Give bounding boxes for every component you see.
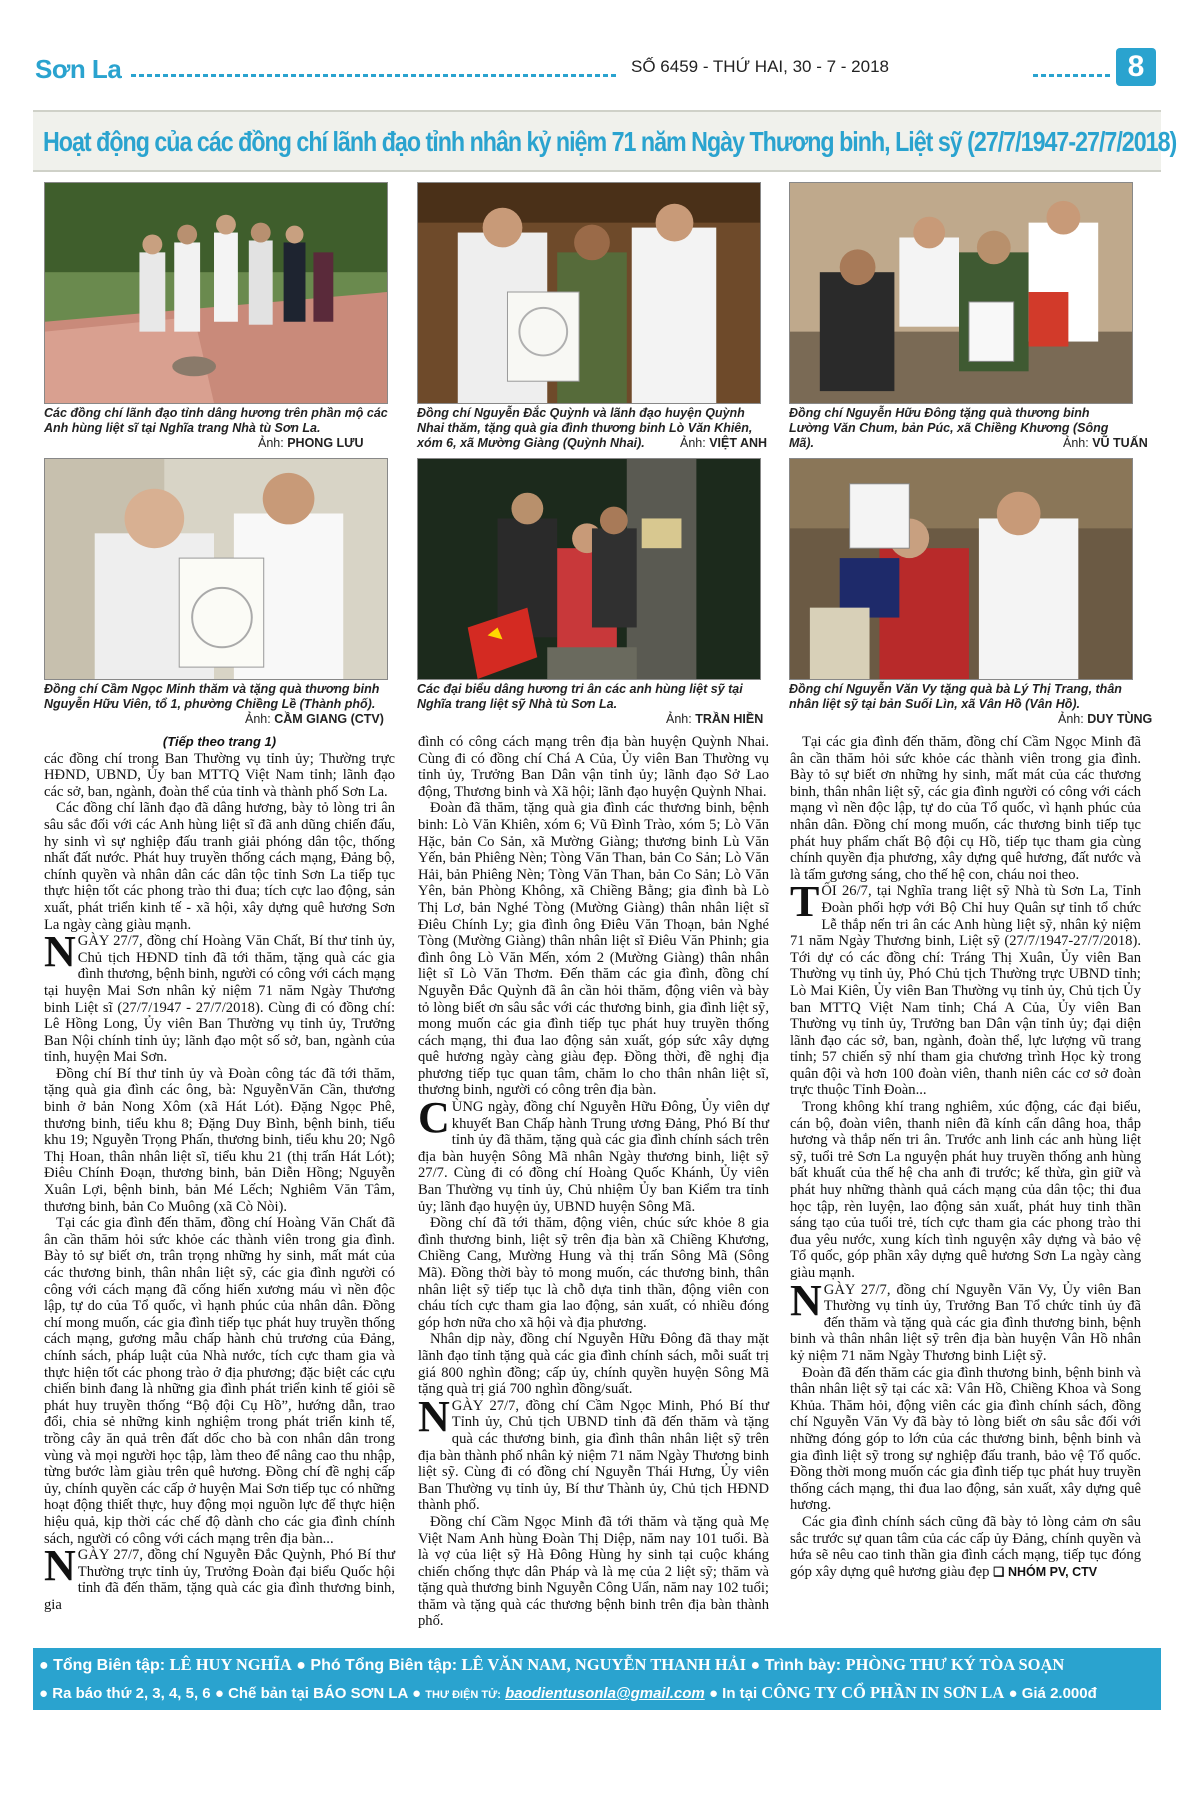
paragraph: Tại các gia đình đến thăm, đồng chí Hoàng Văn Chất đã ân cần thăm hỏi sức khỏe các thành viên trong gia đình. Bày tỏ sự biết ơn, trân trọng những hy sinh, mất mát của các thương binh, thân nhân liệt sỹ, các gia đình người có công với cách mạng đã cống hiến xương máu vì nền độc lập, tự do của Tổ quốc, vì hạnh phúc của nhân dân. Đồng chí mong muốn, các gia đình tiếp tục phát huy truyền thống cách mạng, gương mẫu chấp hành chủ trương của Đảng, chính sách, pháp luật của Nhà nước, tích cực tham gia và thực hiện tốt các phong trào ở địa phương; đặc biệt các cựu chiến binh đang là những gia đình phát triển kinh tế giỏi sẽ phát huy truyền thống “Bộ đội Cụ Hồ”, hướng dẫn, trao đổi, chia sẻ những kinh nghiệm trong phát triển kinh tế, trồng cây ăn quả trên đất dốc cho bà con nhân dân trong vùng và mọi người học tập, làm theo để nâng cao thu nhập, từng bước làm giàu trên quê hương. Đồng chí đề nghị cấp ủy, chính quyền các cấp ở huyện Mai Sơn tiếp tục có những hoạt động thiết thực, huy động mọi nguồn lực để thực hiện hiệu quả, kịp thời các chế độ dành cho các gia đình chính sách, người có công với cách mạng trên địa bàn... — [44, 1215, 395, 1547]
drop-cap: T — [790, 877, 820, 927]
photo-credit: Ảnh: DUY TÙNG — [1058, 712, 1153, 726]
paragraph: NGÀY 27/7, đồng chí Cầm Ngọc Minh, Phó Bí thư Tỉnh ủy, Chủ tịch UBND tỉnh đã đến thăm và tặng quà các thương binh, gia đình thân nhân liệt sỹ trên địa bàn thành phố nhân kỷ niệm 71 năm Ngày Thương binh liệt sỹ. Cùng đi có đồng chí Nguyễn Thái Hưng, Ủy viên Ban Thường vụ tỉnh ủy, Bí thư Thành ủy, Chủ tịch HĐND thành phố. — [418, 1391, 769, 1514]
masthead-footer — [33, 1648, 1161, 1710]
photo-gift-quynh-nhai — [417, 182, 761, 404]
page-header — [33, 48, 1168, 88]
paragraph: Đồng chí Cầm Ngọc Minh đã tới thăm và tặng quà Mẹ Việt Nam Anh hùng Đoàn Thị Diệp, năm nay 101 tuổi. Bà là vợ của liệt sỹ Hà Đông Hùng hy sinh tại cuộc kháng chiến chống thực dân Pháp và là mẹ của 2 liệt sỹ; thăm và tặng quà thương binh Nguyễn Công Uẩn, năm nay 102 tuổi; thăm và tặng quà các thương bệnh binh trên địa bàn thành phố. — [418, 1513, 769, 1630]
paragraph: Đoàn đã thăm, tặng quà gia đình các thương binh, bệnh binh: Lò Văn Khiên, xóm 6; Vũ Đình Trào, xóm 5; Lò Văn Hặc, bản Co Sản, xã Mường Giàng; thương binh Lù Văn Yến, bản Phiêng Nèn; Tòng Văn Than, bản Co Sản; Lò Văn Hải, bản Phiêng Nèn; Tòng Văn Than, bản Co Sản; Lò Văn Yên, bản Phòng Không, xã Chiềng Bằng; gia đình bà Lò Thị Lơ, bản Nghé Tòng (Mường Giàng) thân nhân liệt sĩ Điêu Chính Ly; gia đình ông Điêu Văn Thoạn, bản Nghé Tòng (Mường Giàng) thân nhân liệt sĩ Điêu Văn Phinh; gia đình ông Lò Văn Mến, xóm 2 (Mường Giàng) thân nhân liệt sĩ Lò Văn Thơm. Đến thăm các gia đình, đồng chí Nguyễn Đắc Quỳnh đã ân cần hỏi thăm, động viên và bày tỏ lòng biết ơn sâu sắc với các thương binh, gia đình liệt sỹ, mong muốn các gia đình tiếp tục phát huy truyền thống cách mạng, thi đua lao động sản xuất, góp sức xây dựng quê hương ngày càng giàu đẹp. Đồng thời, đề nghị địa phương tiếp tục quan tâm, chăm lo cho thân nhân liệt sĩ, thương binh, người có công trên địa bàn. — [418, 800, 769, 1099]
email-link[interactable]: baodientusonla@gmail.com — [505, 1685, 705, 1702]
paragraph: Các gia đình chính sách cũng đã bày tỏ lòng cảm ơn sâu sắc trước sự quan tâm của các cấp ủy Đảng, chính quyền và hứa sẽ nêu cao tinh thần gia đình cách mạng, tiếp tục đóng góp xây dựng quê hương giàu đẹp ❑ NHÓM PV, CTV — [790, 1513, 1141, 1580]
paragraph: đình có công cách mạng trên địa bàn huyện Quỳnh Nhai. Cùng đi có đồng chí Chá A Của, Ủy viên Ban Thường vụ tỉnh ủy, Trưởng Ban Dân vận tỉnh ủy; lãnh đạo Sở Lao động, Thương binh và Xã hội; lãnh đạo huyện Quỳnh Nhai. — [418, 734, 769, 800]
photo-credit: Ảnh: PHONG LƯU — [258, 436, 364, 450]
article-column-2 — [418, 734, 769, 1630]
page-number: 8 — [1116, 48, 1156, 86]
photo-credit: Ảnh: CẦM GIANG (CTV) — [245, 712, 384, 726]
paragraph: Nhân dịp này, đồng chí Nguyễn Hữu Đông đã thay mặt lãnh đạo tỉnh tặng quà các gia đình chính sách, mỗi suất trị giá 800 nghìn đồng; cấp ủy, chính quyền huyện Sông Mã tặng quà trị giá 700 nghìn đồng/suất. — [418, 1331, 769, 1398]
photo-night-incense — [417, 458, 761, 680]
paragraph: các đồng chí trong Ban Thường vụ tỉnh ủy; Thường trực HĐND, UBND, Ủy ban MTTQ Việt Nam tỉnh; lãnh đạo các sở, ban, ngành, đoàn thể của tỉnh và thành phố Sơn La. — [44, 750, 395, 800]
headline: Hoạt động của các đồng chí lãnh đạo tỉnh nhân kỷ niệm 71 năm Ngày Thương binh, Liệt sỹ (27/7/1947-27/7/2018) — [43, 126, 1177, 157]
section-name: Sơn La — [35, 54, 122, 84]
photo-caption: Các đồng chí lãnh đạo tỉnh dâng hương trên phần mộ các Anh hùng liệt sĩ tại Nghĩa trang Nhà tù Sơn La. — [44, 406, 388, 435]
photo-incense-cemetery — [44, 182, 388, 404]
header-dotted-rule-right — [1033, 74, 1111, 77]
footer-row-publishing: ● Ra báo thứ 2, 3, 4, 5, 6 ● Chế bản tại BÁO SƠN LA ● THƯ ĐIỆN TỬ: baodientusonla@gmail.com ● In tại CÔNG TY CỔ PHẦN IN SƠN LA ● Giá 2.000đ — [39, 1683, 1097, 1702]
drop-cap: C — [418, 1093, 450, 1143]
drop-cap: N — [790, 1275, 822, 1325]
paragraph: CÙNG ngày, đồng chí Nguyễn Hữu Đông, Ủy viên dự khuyết Ban Chấp hành Trung ương Đảng, Phó Bí thư tỉnh ủy đã thăm, tặng quà các gia đình chính sách trên địa bàn huyện Sông Mã nhân Ngày thương binh, liệt sỹ 27/7. Cùng đi có đồng chí Hoàng Quốc Khánh, Ủy viên Ban Thường vụ tỉnh ủy, Chủ nhiệm Ủy ban Kiểm tra tỉnh ủy; lãnh đạo huyện ủy, UBND huyện Sông Mã. — [418, 1093, 769, 1215]
photo-credit: Ảnh: TRẦN HIỀN — [666, 712, 764, 726]
photo-caption: Đồng chí Nguyễn Văn Vy tặng quà bà Lý Thị Trang, thân nhân liệt sỹ tại bản Suối Lìn, xã Vân Hồ (Vân Hồ). — [789, 682, 1122, 711]
paragraph: Các đồng chí lãnh đạo đã dâng hương, bày tỏ lòng tri ân sâu sắc đối với các Anh hùng liệt sĩ đã anh dũng chiến đấu, hy sinh vì sự nghiệp đấu tranh giải phóng dân tộc, thống nhất đất nước. Phát huy truyền thống cách mạng, Đảng bộ, chính quyền và nhân dân các dân tộc tỉnh Sơn La tiếp tục thực hiện tốt các phong trào thi đua; tích cực lao động, sản xuất, phát triển kinh tế - xã hội, xây dựng quê hương Sơn La ngày càng giàu mạnh. — [44, 800, 395, 933]
paragraph: Đoàn đã đến thăm các gia đình thương binh, bệnh binh và thân nhân liệt sỹ tại các xã: Vân Hồ, Chiềng Khoa và Song Khủa. Thăm hỏi, động viên các gia đình chính sách, đồng chí Nguyễn Văn Vy đã bày tỏ lòng biết ơn sâu sắc đối với những đóng góp to lớn của các thương binh, bệnh binh và gia đình liệt sỹ trong sự nghiệp đấu tranh, bảo vệ Tổ quốc. Đồng thời mong muốn các gia đình tiếp tục phát huy truyền thống cách mạng, thi đua lao động, sản xuất, xây dựng quê hương. — [790, 1364, 1141, 1514]
photo-gift-chieng-le — [44, 458, 388, 680]
paragraph: Trong không khí trang nghiêm, xúc động, các đại biểu, cán bộ, đoàn viên, thanh niên đã kính cẩn dâng hoa, thắp hương và thắp nến tri ân. Trước anh linh các anh hùng liệt sỹ, tuổi trẻ Sơn La nguyện phát huy truyền thống anh hùng bất khuất của thế hệ cha anh đi trước; kế thừa, gìn giữ và phát huy những thành quả cách mạng của dân tộc; thi đua học tập, rèn luyện, lao động sản xuất, phát huy tinh thần sáng tạo của tuổi trẻ, tích cực tham gia các phong trào thi đua yêu nước, xung kích tình nguyện xây dựng và bảo vệ Tổ quốc, góp phần xây dựng quê hương Sơn La ngày càng giàu mạnh. — [790, 1099, 1141, 1281]
photo-credit: Ảnh: VŨ TUẤN — [1063, 436, 1148, 450]
photo-gift-song-ma — [789, 182, 1133, 404]
photo-caption: Đồng chí Nguyễn Hữu Đông tặng quà thương binh Lường Văn Chum, bản Púc, xã Chiềng Khương (Sông Mã). — [789, 406, 1109, 450]
end-mark: ❑ — [993, 1564, 1005, 1579]
issue-info: SỐ 6459 - THỨ HAI, 30 - 7 - 2018 — [631, 57, 889, 76]
photo-caption: Đồng chí Cầm Ngọc Minh thăm và tặng quà thương binh Nguyễn Hữu Viên, tổ 1, phường Chiềng Lề (Thành phố). — [44, 682, 380, 711]
continued-note: (Tiếp theo trang 1) — [162, 734, 277, 749]
photo-caption: Các đại biểu dâng hương tri ân các anh hùng liệt sỹ tại Nghĩa trang liệt sỹ Nhà tù Sơn La. — [417, 682, 743, 711]
headline-banner — [33, 110, 1177, 172]
drop-cap: N — [44, 927, 76, 977]
paragraph: Đồng chí đã tới thăm, động viên, chúc sức khỏe 8 gia đình thương binh, liệt sỹ trên địa bàn xã Chiềng Khương, Chiềng Cang, Mường Hung và thị trấn Sông Mã (Sông Mã). Đồng thời bày tỏ mong muốn, các thương binh, thân nhân liệt sỹ tiếp tục là chỗ dựa tinh thần, động viên con cháu tích cực tham gia lao động, sản xuất, có nhiều đóng góp hơn nữa cho xã hội và địa phương. — [418, 1215, 769, 1331]
header-dotted-rule — [131, 74, 616, 77]
paragraph: NGÀY 27/7, đồng chí Hoàng Văn Chất, Bí thư tỉnh ủy, Chủ tịch HĐND tỉnh đã tới thăm, tặng quà các gia đình thương, bệnh binh, người có công với cách mạng tại huyện Mai Sơn nhân kỷ niệm 71 năm Ngày Thương binh Liệt sĩ (27/7/1947 - 27/7/2018). Cùng đi có đồng chí: Lê Hồng Long, Ủy viên Ban Thường vụ tỉnh ủy, Trưởng Ban Nội chính tỉnh ủy; lãnh đạo một số sở, ban, ngành của tỉnh, huyện Mai Sơn. — [44, 927, 395, 1066]
photo-caption: Đồng chí Nguyễn Đắc Quỳnh và lãnh đạo huyện Quỳnh Nhai thăm, tặng quà gia đình thương binh Lò Văn Khiên, xóm 6, xã Mường Giàng (Quỳnh Nhai). — [417, 406, 753, 450]
photo-credit: Ảnh: VIỆT ANH — [680, 436, 768, 450]
paragraph: TỐI 26/7, tại Nghĩa trang liệt sỹ Nhà tù Sơn La, Tỉnh Đoàn phối hợp với Bộ Chỉ huy Quân sự tỉnh tổ chức Lễ thắp nến tri ân các Anh hùng liệt sỹ, nhân kỷ niệm 71 năm Ngày Thương binh, Liệt sỹ (27/7/1947-27/7/2018). Tới dự có các đồng chí: Tráng Thị Xuân, Ủy viên Ban Thường vụ tỉnh ủy, Phó Chủ tịch Thường trực UBND tỉnh; Lò Mai Kiên, Ủy viên Ban Thường vụ tỉnh ủy, Chủ tịch Ủy ban MTTQ Việt Nam tỉnh; Chá A Của, Ủy viên Ban Thường vụ tỉnh ủy, Trưởng ban Dân vận tỉnh ủy; đại diện lãnh đạo các sở, ban, ngành, đoàn thể, lực lượng vũ trang tỉnh; 57 chiến sỹ nhí tham gia chương trình Học kỳ trong quân đội và hơn 100 đoàn viên, thanh niên các cơ sở đoàn trực thuộc Tỉnh Đoàn... — [790, 877, 1141, 1099]
byline: NHÓM PV, CTV — [1007, 1564, 1098, 1579]
article-column-1 — [44, 734, 395, 1613]
paragraph: Đồng chí Bí thư tỉnh ủy và Đoàn công tác đã tới thăm, tặng quà gia đình các ông, bà: NguyễnVăn Cần, thương binh ở bản Nong Xôm (xã Hát Lót). Đặng Ngọc Phê, thương binh, tiểu khu 8; Đặng Duy Bình, bệnh binh, tiểu khu 19; Nguyễn Trọng Phấn, thương binh, tiểu khu 20; Ngô Thị Hoan, thân nhân liệt sĩ, tiểu khu 21 (thị trấn Hát Lót); Điêu Chính Đoạn, thương binh, bản Diễn Hồng; Nguyễn Xuân Lợi, bệnh binh, bản Mé Lếch; Nghiêm Văn Tâm, thương binh, bản Co Muông (xã Cò Nòi). — [44, 1065, 395, 1215]
drop-cap: N — [44, 1541, 76, 1591]
footer-row-editors: ● Tổng Biên tập: LÊ HUY NGHĨA ● Phó Tổng Biên tập: LÊ VĂN NAM, NGUYỄN THANH HẢI ● Trình bày: PHÒNG THƯ KÝ TÒA SOẠN — [39, 1655, 1065, 1674]
drop-cap: N — [418, 1391, 450, 1441]
paragraph: NGÀY 27/7, đồng chí Nguyễn Văn Vy, Ủy viên Ban Thường vụ tỉnh ủy, Trưởng Ban Tổ chức tỉnh ủy đã đến thăm và tặng quà các gia đình thương binh, bệnh binh và thân nhân liệt sỹ trên địa bàn huyện Vân Hồ nhân kỷ niệm 71 năm Ngày Thương binh Liệt sỹ. — [790, 1275, 1141, 1364]
photo-gift-van-ho — [789, 458, 1133, 680]
paragraph: Tại các gia đình đến thăm, đồng chí Cầm Ngọc Minh đã ân cần thăm hỏi sức khỏe các thành viên trong gia đình. Bày tỏ sự biết ơn những hy sinh, mất mát của các thương binh, thân nhân liệt sỹ, các gia đình người có công với cách mạng vì nền độc lập, tự do của Tổ quốc, vì hạnh phúc của nhân dân. Đồng chí mong muốn, các thương binh tiếp tục phát huy phẩm chất Bộ đội cụ Hồ, tiếp tục tham gia cùng chính quyền địa phương, xây dựng quê hương, đất nước và là tấm gương sáng, cho thế hệ con, cháu noi theo. — [790, 734, 1141, 883]
paragraph: NGÀY 27/7, đồng chí Nguyễn Đắc Quỳnh, Phó Bí thư Thường trực tỉnh ủy, Trưởng Đoàn đại biểu Quốc hội tỉnh đã đến thăm, tặng quà các gia đình thương binh, gia — [44, 1541, 395, 1613]
article-column-3 — [790, 734, 1141, 1580]
